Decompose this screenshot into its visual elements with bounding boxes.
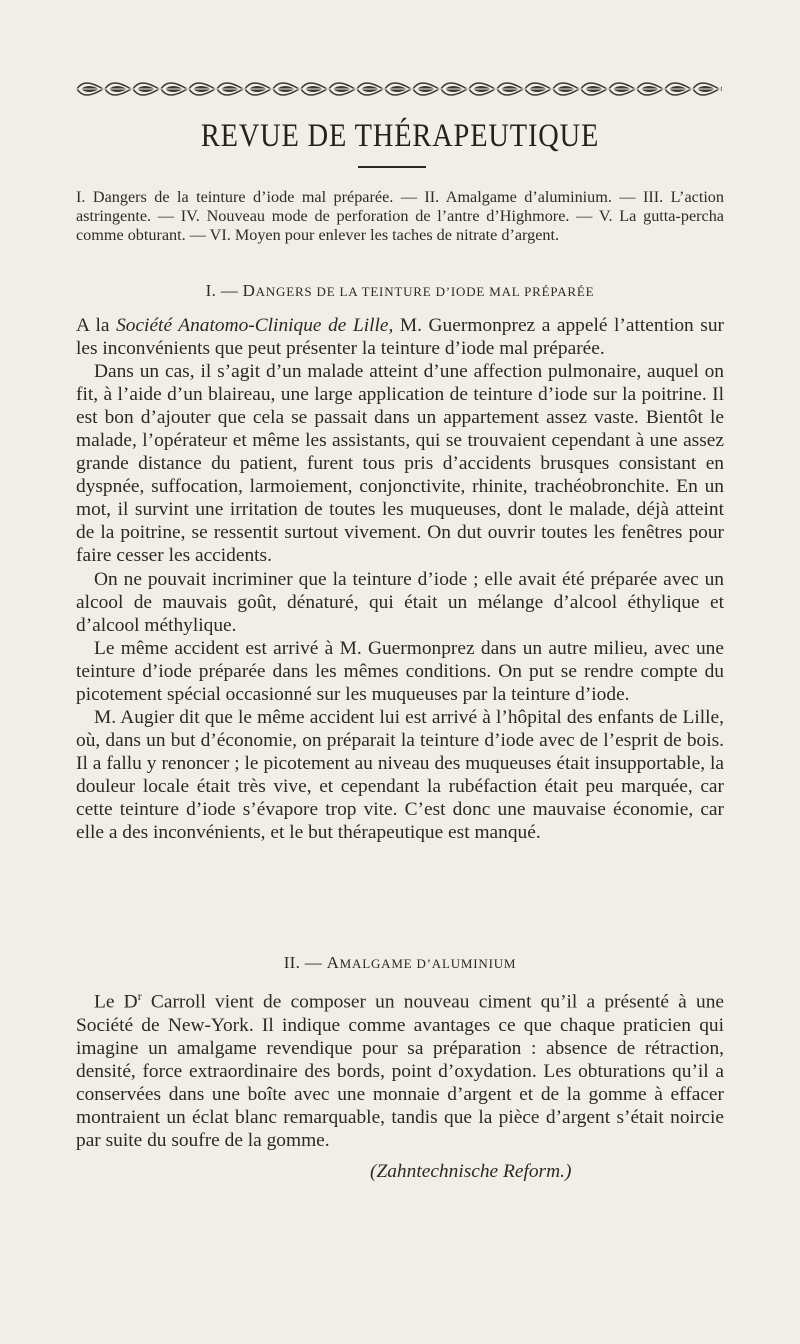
source-citation: (Zahntechnische Reform.) [370,1161,572,1182]
paragraph: On ne pouvait incriminer que la teinture d’iode ; elle avait été préparée avec un alcool de mauvais goût, dénaturé, qui était un mélange d’alcool éthylique et d’alcool méthylique. [76,568,724,636]
paragraph [76,985,724,1152]
text-run: A la [76,315,117,336]
superscript: r [137,989,142,1003]
page-title: REVUE DE THÉRAPEUTIQUE [200,118,600,154]
paragraph [76,314,724,360]
section-2-body [76,985,724,1152]
journal-name: Société Anatomo-Clinique de Lille, [116,315,394,336]
title-divider [358,166,426,168]
section-heading-text: DANGERS DE LA TEINTURE D’IODE MAL PRÉPARÉE [242,281,595,300]
text-run: Le D [94,991,138,1013]
decorative-header-ornament-icon [76,78,722,100]
section-heading-1 [76,281,724,301]
summary-paragraph: I. Dangers de la teinture d’iode mal préparée. — II. Amalgame d’aluminium. — III. L’action astringente. — IV. Nouveau mode de perforation de l’antre d’Highmore. — V. La gutta-percha comme obturant. — VI. Moyen pour enlever les taches de nitrate d’argent. [76,188,724,244]
text-run: Carroll vient de composer un nouveau ciment qu’il a présenté à une Société de New-York. Il indique comme avantages ce que chaque praticien qui imagine un amalgame revendique pour sa préparation : absence de rétraction, densité, force extraordinaire des bords, point d’oxydation. Les obturations qu’il a conservées dans une boîte avec une monnaie d’argent et de la gomme à effacer montraient un éclat blanc remarquable, tandis que la pièce d’argent s’était noircie par suite du soufre de la gomme. [76,991,724,1151]
section-1-body [76,314,724,844]
paragraph: Le même accident est arrivé à M. Guermonprez dans un autre milieu, avec une teinture d’iode préparée dans les mêmes conditions. On put se rendre compte du picotement spécial occasionné sur les muqueuses par la teinture d’iode. [76,637,724,705]
section-numeral: II. — [283,953,327,972]
text-run: M. Guermonprez a appelé l’attention sur les inconvénients que peut présenter la teinture d’iode mal préparée. [76,315,724,360]
section-heading-2 [76,953,724,973]
section-heading-text: AMALGAME D’ALUMINIUM [326,953,517,972]
section-numeral: I. — [205,281,243,300]
paragraph: Dans un cas, il s’agit d’un malade atteint d’une affection pulmonaire, auquel on fit, à l’aide d’un blaireau, une large application de teinture d’iode sur la poitrine. Il est bon d’ajouter que cela se passait dans un appartement assez vaste. Bientôt le malade, l’opérateur et même les assistants, qui se trouvaient cependant à une assez grande distance du patient, furent tous pris d’accidents brusques consistant en dyspnée, suffocation, larmoiement, conjonctivite, rhinite, trachéobronchite. En un mot, il survint une irritation de toutes les muqueuses, dont le malade, déjà atteint de la poitrine, se ressentit surtout vivement. On dut ouvrir toutes les fenêtres pour faire cesser les accidents. [76,361,724,567]
paragraph: M. Augier dit que le même accident lui est arrivé à l’hôpital des enfants de Lille, où, dans un but d’économie, on préparait la teinture d’iode avec de l’esprit de bois. Il a fallu y renoncer ; le picotement au niveau des muqueuses était insupportable, la douleur locale était très vive, et cependant la rubéfaction était peu marquée, car cette teinture d’iode s’évapore trop vite. C’est donc une mauvaise économie, car elle a des inconvénients, et le but thérapeutique est manqué. [76,706,724,844]
